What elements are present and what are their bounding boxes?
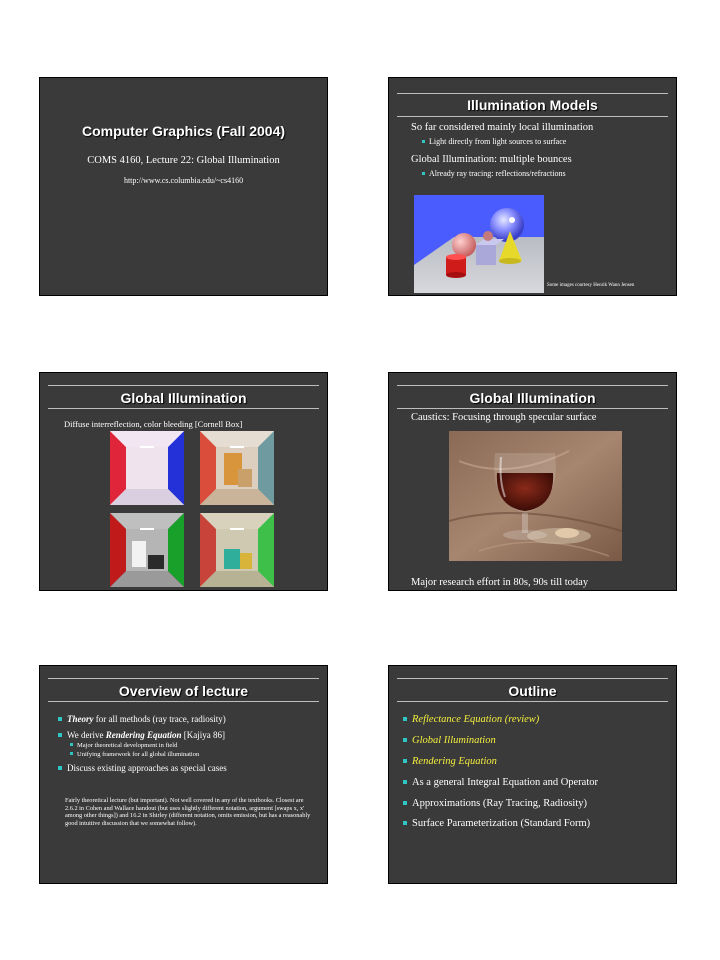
slide-6-title: Outline bbox=[508, 683, 557, 699]
slide-1-title: Computer Graphics (Fall 2004) bbox=[81, 123, 286, 139]
outline-item-3: Rendering Equation bbox=[403, 756, 497, 767]
bullet-icon bbox=[70, 752, 73, 755]
outline-item-1: Reflectance Equation (review) bbox=[403, 714, 539, 725]
title-rule-bottom bbox=[48, 701, 319, 702]
title-rule-bottom bbox=[397, 701, 668, 702]
title-rule-bottom bbox=[397, 116, 668, 117]
bullet-icon bbox=[403, 801, 407, 805]
bullet-icon bbox=[70, 743, 73, 746]
slide-1-url: http://www.cs.columbia.edu/~cs4160 bbox=[123, 176, 244, 185]
title-rule-top bbox=[397, 385, 668, 386]
outline-item-5: Approximations (Ray Tracing, Radiosity) bbox=[403, 798, 587, 809]
bullet-icon bbox=[403, 717, 407, 721]
slide-5-title: Overview of lecture bbox=[118, 683, 249, 699]
slide-4-footer: Major research effort in 80s, 90s till today bbox=[411, 577, 589, 588]
cornell-box-dark-image bbox=[110, 513, 184, 587]
slide-1-subtitle: COMS 4160, Lecture 22: Global Illumination bbox=[87, 155, 280, 166]
title-rule-top bbox=[48, 678, 319, 679]
slide-5-bullet-3: Discuss existing approaches as special cases bbox=[58, 763, 227, 773]
slide-2-title: Illumination Models bbox=[467, 97, 598, 113]
slide-2-bullet-2: Global Illumination: multiple bounces bbox=[411, 154, 572, 165]
slide-3 bbox=[39, 372, 328, 591]
slide-2-bullet-1: So far considered mainly local illumination bbox=[411, 122, 594, 133]
slide-4-title: Global Illumination bbox=[469, 390, 596, 406]
slide-2-bullet-2a: Already ray tracing: reflections/refractions bbox=[422, 169, 566, 178]
title-rule-top bbox=[397, 93, 668, 94]
bullet-icon bbox=[58, 717, 62, 721]
slide-5-bullet-2: We derive Rendering Equation [Kajiya 86] bbox=[58, 730, 225, 740]
bullet-icon bbox=[403, 821, 407, 825]
cornell-box-color-bleeding-image bbox=[200, 431, 274, 505]
bullet-icon bbox=[422, 140, 425, 143]
title-rule-top bbox=[397, 678, 668, 679]
image-credit: Some images courtesy Henrik Wann Jensen bbox=[547, 283, 635, 288]
bullet-icon bbox=[58, 733, 62, 737]
slide-6 bbox=[388, 665, 677, 884]
slide-5-bullet-2a: Major theoretical development in field bbox=[70, 742, 177, 749]
slide-5-bullet-2b: Unifying framework for all global illumination bbox=[70, 751, 199, 758]
slide-3-caption: Diffuse interreflection, color bleeding [Cornell Box] bbox=[64, 419, 243, 429]
caustics-glass-image bbox=[449, 431, 622, 561]
slide-2-bullet-1a: Light directly from light sources to surface bbox=[422, 137, 566, 146]
bullet-icon bbox=[403, 759, 407, 763]
bullet-icon bbox=[403, 780, 407, 784]
ray-traced-scene-image bbox=[414, 195, 544, 293]
slide-5-bullet-1: Theory for all methods (ray trace, radiosity) bbox=[58, 714, 226, 724]
slide-5 bbox=[39, 665, 328, 884]
cornell-box-radiosity-image bbox=[110, 431, 184, 505]
title-rule-bottom bbox=[48, 408, 319, 409]
bullet-icon bbox=[422, 172, 425, 175]
slide-4 bbox=[388, 372, 677, 591]
cornell-box-green-image bbox=[200, 513, 274, 587]
outline-item-6: Surface Parameterization (Standard Form) bbox=[403, 818, 590, 829]
slide-1 bbox=[39, 77, 328, 296]
title-rule-bottom bbox=[397, 408, 668, 409]
title-rule-top bbox=[48, 385, 319, 386]
slide-3-title: Global Illumination bbox=[120, 390, 247, 406]
slide-2 bbox=[388, 77, 677, 296]
slide-5-note: Fairly theoretical lecture (but important). Not well covered in any of the textbooks. Closest are 2.6.2 in Cohen and Wallace handout (but uses slightly different notation, argument [swaps x, x' among other things]) and 16.2 in Shirley (different notation, omits emission, but has a reasonably good intuitive discussion that we somewhat follow). bbox=[65, 797, 311, 827]
slide-4-caption: Caustics: Focusing through specular surface bbox=[411, 412, 597, 423]
bullet-icon bbox=[403, 738, 407, 742]
bullet-icon bbox=[58, 766, 62, 770]
outline-item-4: As a general Integral Equation and Operator bbox=[403, 777, 598, 788]
outline-item-2: Global Illumination bbox=[403, 735, 496, 746]
